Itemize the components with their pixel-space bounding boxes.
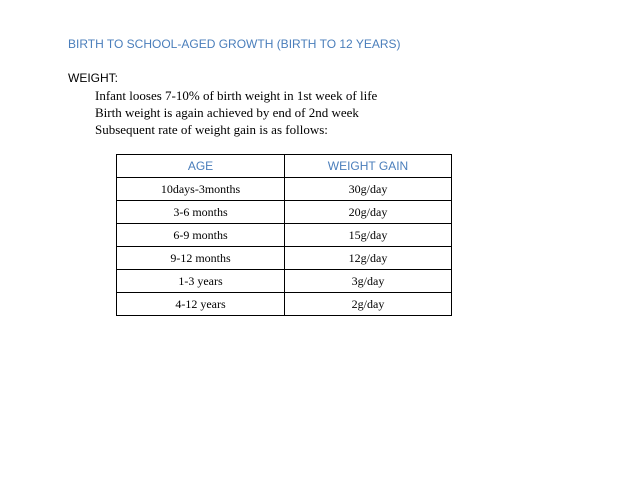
weight-gain-cell: 12g/day [285,247,452,270]
column-header-weight-gain: WEIGHT GAIN [285,155,452,178]
age-cell: 10days-3months [117,178,285,201]
table-row [117,270,452,293]
table-row [117,178,452,201]
weight-gain-cell: 30g/day [285,178,452,201]
column-header-age: AGE [117,155,285,178]
note-line: Infant looses 7-10% of birth weight in 1st week of life [95,88,378,103]
table-header-row [117,155,452,178]
section-label-weight: WEIGHT: [68,71,118,85]
table-row [117,224,452,247]
note-line: Birth weight is again achieved by end of 2nd week [95,105,359,120]
age-cell: 9-12 months [117,247,285,270]
note-line: Subsequent rate of weight gain is as follows: [95,122,328,137]
weight-notes [95,87,377,138]
age-cell: 6-9 months [117,224,285,247]
table-row [117,201,452,224]
age-cell: 4-12 years [117,293,285,316]
weight-gain-cell: 15g/day [285,224,452,247]
table-row [117,247,452,270]
age-cell: 3-6 months [117,201,285,224]
weight-gain-cell: 2g/day [285,293,452,316]
weight-gain-table [116,154,452,316]
age-cell: 1-3 years [117,270,285,293]
page-title: BIRTH TO SCHOOL-AGED GROWTH (BIRTH TO 12 YEARS) [68,37,401,51]
weight-gain-cell: 3g/day [285,270,452,293]
table-row [117,293,452,316]
weight-gain-cell: 20g/day [285,201,452,224]
